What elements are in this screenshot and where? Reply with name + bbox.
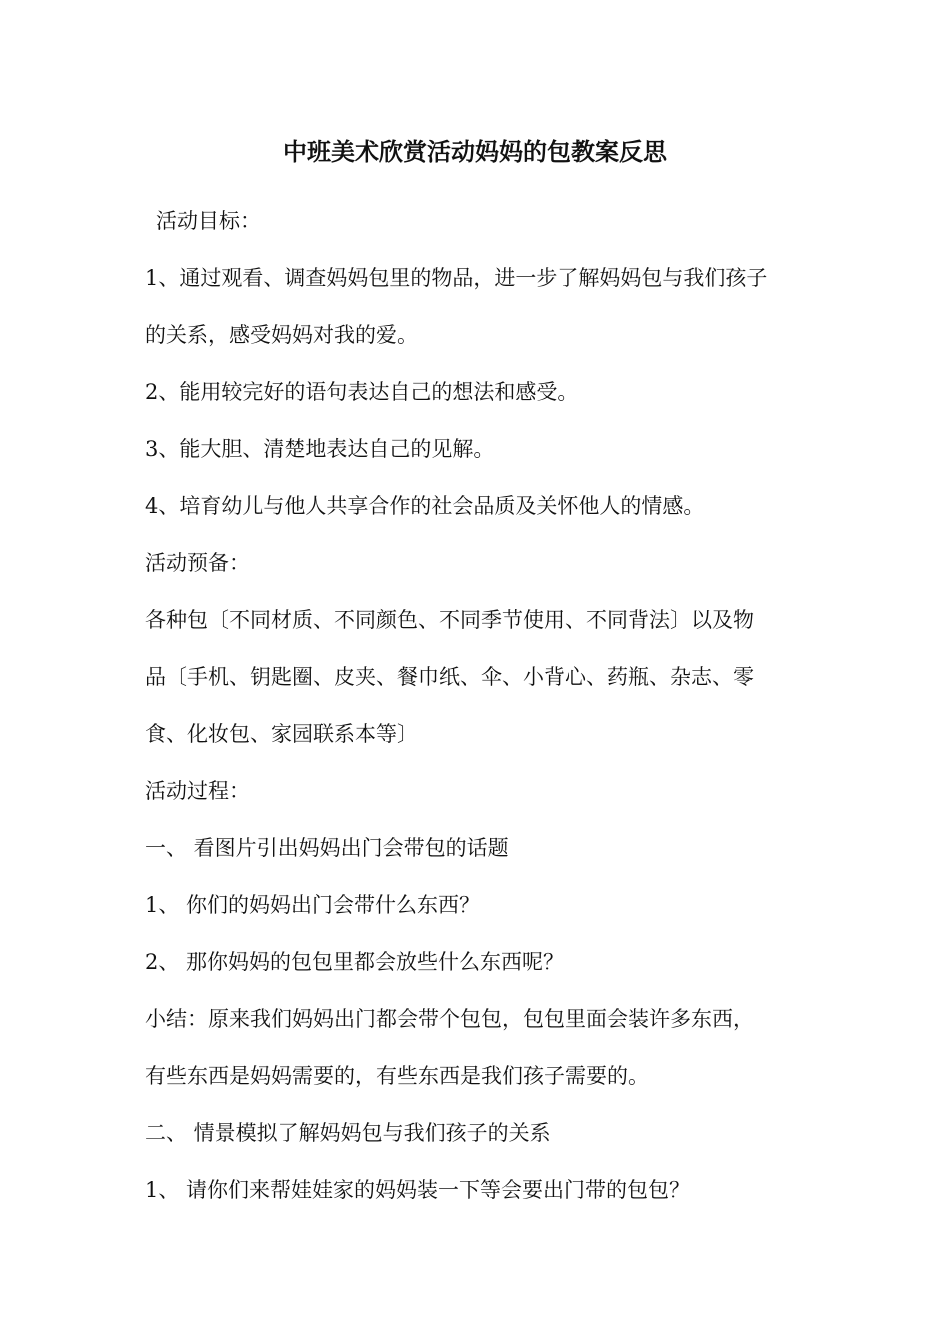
paragraph-line: 有些东西是妈妈需要的，有些东西是我们孩子需要的。 [145,1064,649,1088]
paragraph-line: 二、 情景模拟了解妈妈包与我们孩子的关系 [145,1121,551,1145]
paragraph-line: 各种包〔不同材质、不同颜色、不同季节使用、不同背法〕以及物 [145,608,754,632]
heading-activity-process: 活动过程： [145,779,250,803]
paragraph-line: 2、 那你妈妈的包包里都会放些什么东西呢？ [145,950,565,974]
paragraph-line: 食、化妆包、家园联系本等〕 [145,722,418,746]
heading-activity-goals: 活动目标： [156,209,261,233]
paragraph-line: 2、能用较完好的语句表达自己的想法和感受。 [145,380,579,404]
paragraph-line: 1、通过观看、调查妈妈包里的物品，进一步了解妈妈包与我们孩子 [145,266,768,290]
document-title: 中班美术欣赏活动妈妈的包教案反思 [283,138,667,166]
paragraph-line: 1、 请你们来帮娃娃家的妈妈装一下等会要出门带的包包？ [145,1178,691,1202]
paragraph-line: 小结：原来我们妈妈出门都会带个包包，包包里面会装许多东西， [145,1007,754,1031]
heading-activity-preparation: 活动预备： [145,551,250,575]
paragraph-line: 的关系，感受妈妈对我的爱。 [145,323,418,347]
paragraph-line: 3、能大胆、清楚地表达自己的见解。 [145,437,495,461]
paragraph-line: 4、培育幼儿与他人共享合作的社会品质及关怀他人的情感。 [145,494,705,518]
paragraph-line: 一、 看图片引出妈妈出门会带包的话题 [145,836,509,860]
paragraph-line: 1、 你们的妈妈出门会带什么东西？ [145,893,481,917]
paragraph-line: 品〔手机、钥匙圈、皮夹、餐巾纸、伞、小背心、药瓶、杂志、零 [145,665,754,689]
